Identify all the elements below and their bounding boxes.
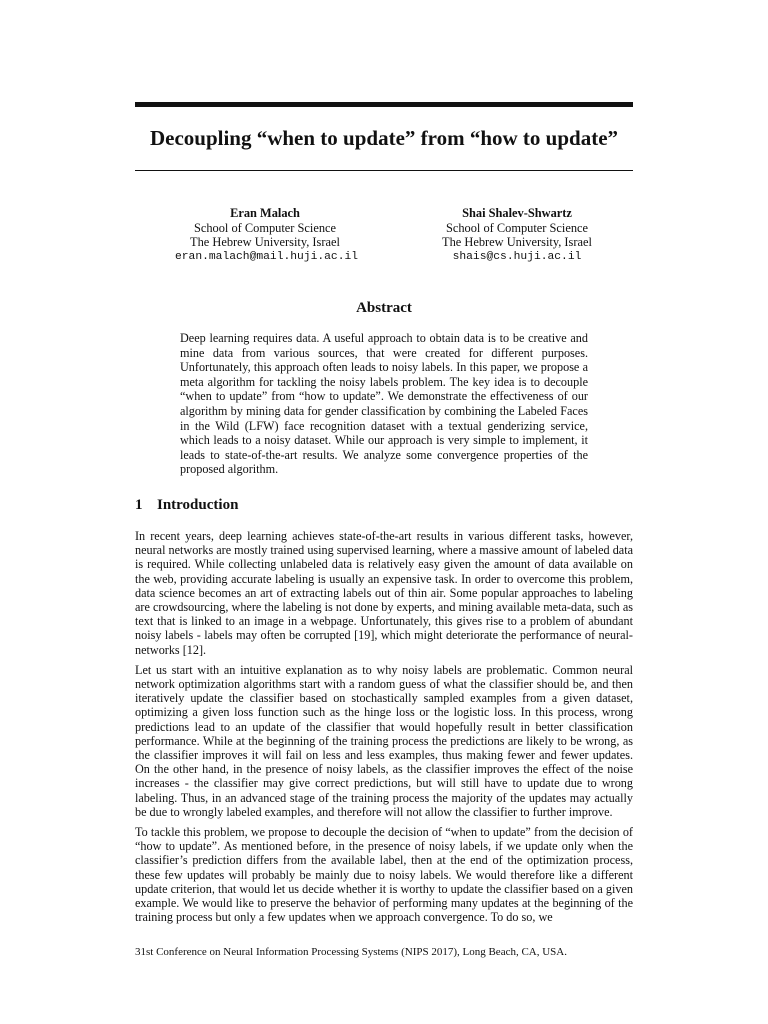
author-university: The Hebrew University, Israel [190, 235, 340, 250]
section-heading [135, 495, 633, 515]
author-block-2 [427, 206, 607, 264]
author-name: Eran Malach [230, 206, 300, 220]
author-school: School of Computer Science [445, 220, 589, 235]
author-block-1 [175, 206, 359, 264]
author-school: School of Computer Science [193, 220, 337, 235]
abstract-heading: Abstract [356, 300, 412, 316]
section-number: 1 [135, 497, 143, 513]
paragraph: To tackle this problem, we propose to decouple the decision of “when to update” from the decision of “how to update”. As mentioned before, in the presence of noisy labels, if we update only when the classifier’s prediction differs from the available label, then at the end of the optimization process, these few updates will probably be mainly due to noisy labels. We would therefore like a different update criterion, that would let us decide whether it is worthy to update the classifier based on a given example. We would like to preserve the behavior of performing many updates at the beginning of the training process but only a few updates when we approach convergence. To do so, we [135, 825, 633, 925]
abstract-text: Deep learning requires data. A useful approach to obtain data is to be creative and mine data from various sources, that were created for different purposes. Unfortunately, this approach often leads to noisy labels. In this paper, we propose a meta algorithm for tackling the noisy labels problem. The key idea is to decouple “when to update” from “how to update”. We demonstrate the effectiveness of our algorithm by mining data for gender classification by combining the Labeled Faces in the Wild (LFW) face recognition dataset with a textual genderizing service, which leads to a noisy dataset. While our approach is very simple to implement, it leads to state-of-the-art results. We analyze some convergence properties of the proposed algorithm. [180, 331, 588, 477]
section-title: Introduction [157, 497, 239, 513]
author-name: Shai Shalev-Shwartz [462, 206, 572, 220]
paragraph: In recent years, deep learning achieves state-of-the-art results in various different tasks, however, neural networks are mostly trained using supervised learning, where a massive amount of labeled data is required. While collecting unlabeled data is relatively easy given the amount of data available on the web, providing accurate labeling is usually an expensive task. In order to overcome this problem, data science becomes an art of extracting labels out of thin air. Some popular approaches to labeling are crowdsourcing, where the labeling is not done by experts, and mining available meta-data, such as text that is linked to an image in a webpage. Unfortunately, this gives rise to a problem of abundant noisy labels - labels may often be corrupted [19], which might deteriorate the performance of neural-networks [12]. [135, 529, 633, 657]
paper-title: Decoupling “when to update” from “how to update” [149, 126, 619, 150]
title-bottom-rule [135, 170, 633, 171]
title-top-rule [135, 102, 633, 107]
author-email: shais@cs.huji.ac.il [452, 250, 582, 263]
paragraph: Let us start with an intuitive explanation as to why noisy labels are problematic. Common neural network optimization algorithms start with a random guess of what the classifier should be, and then iteratively update the classifier based on stochastically sampled examples from a given dataset, optimizing a given loss function such as the hinge loss or the logistic loss. In this process, wrong predictions lead to an update of the classifier that would hopefully result in better classification performance. While at the beginning of the training process the predictions are likely to be wrong, as the classifier improves it will fail on less and less examples, thus making fewer and fewer updates. On the other hand, in the presence of noisy labels, as the classifier improves the effect of the noise increases - the classifier may give correct predictions, but will still have to update due to wrong labeling. Thus, in an advanced stage of the training process the majority of the updates may actually be due to wrongly labeled examples, and therefore will not allow the classifier to further improve. [135, 662, 633, 819]
author-university: The Hebrew University, Israel [442, 235, 592, 250]
introduction-body [135, 529, 633, 930]
author-email: eran.malach@mail.huji.ac.il [175, 250, 359, 263]
conference-footnote: 31st Conference on Neural Information Processing Systems (NIPS 2017), Long Beach, CA, USA. [135, 946, 567, 958]
